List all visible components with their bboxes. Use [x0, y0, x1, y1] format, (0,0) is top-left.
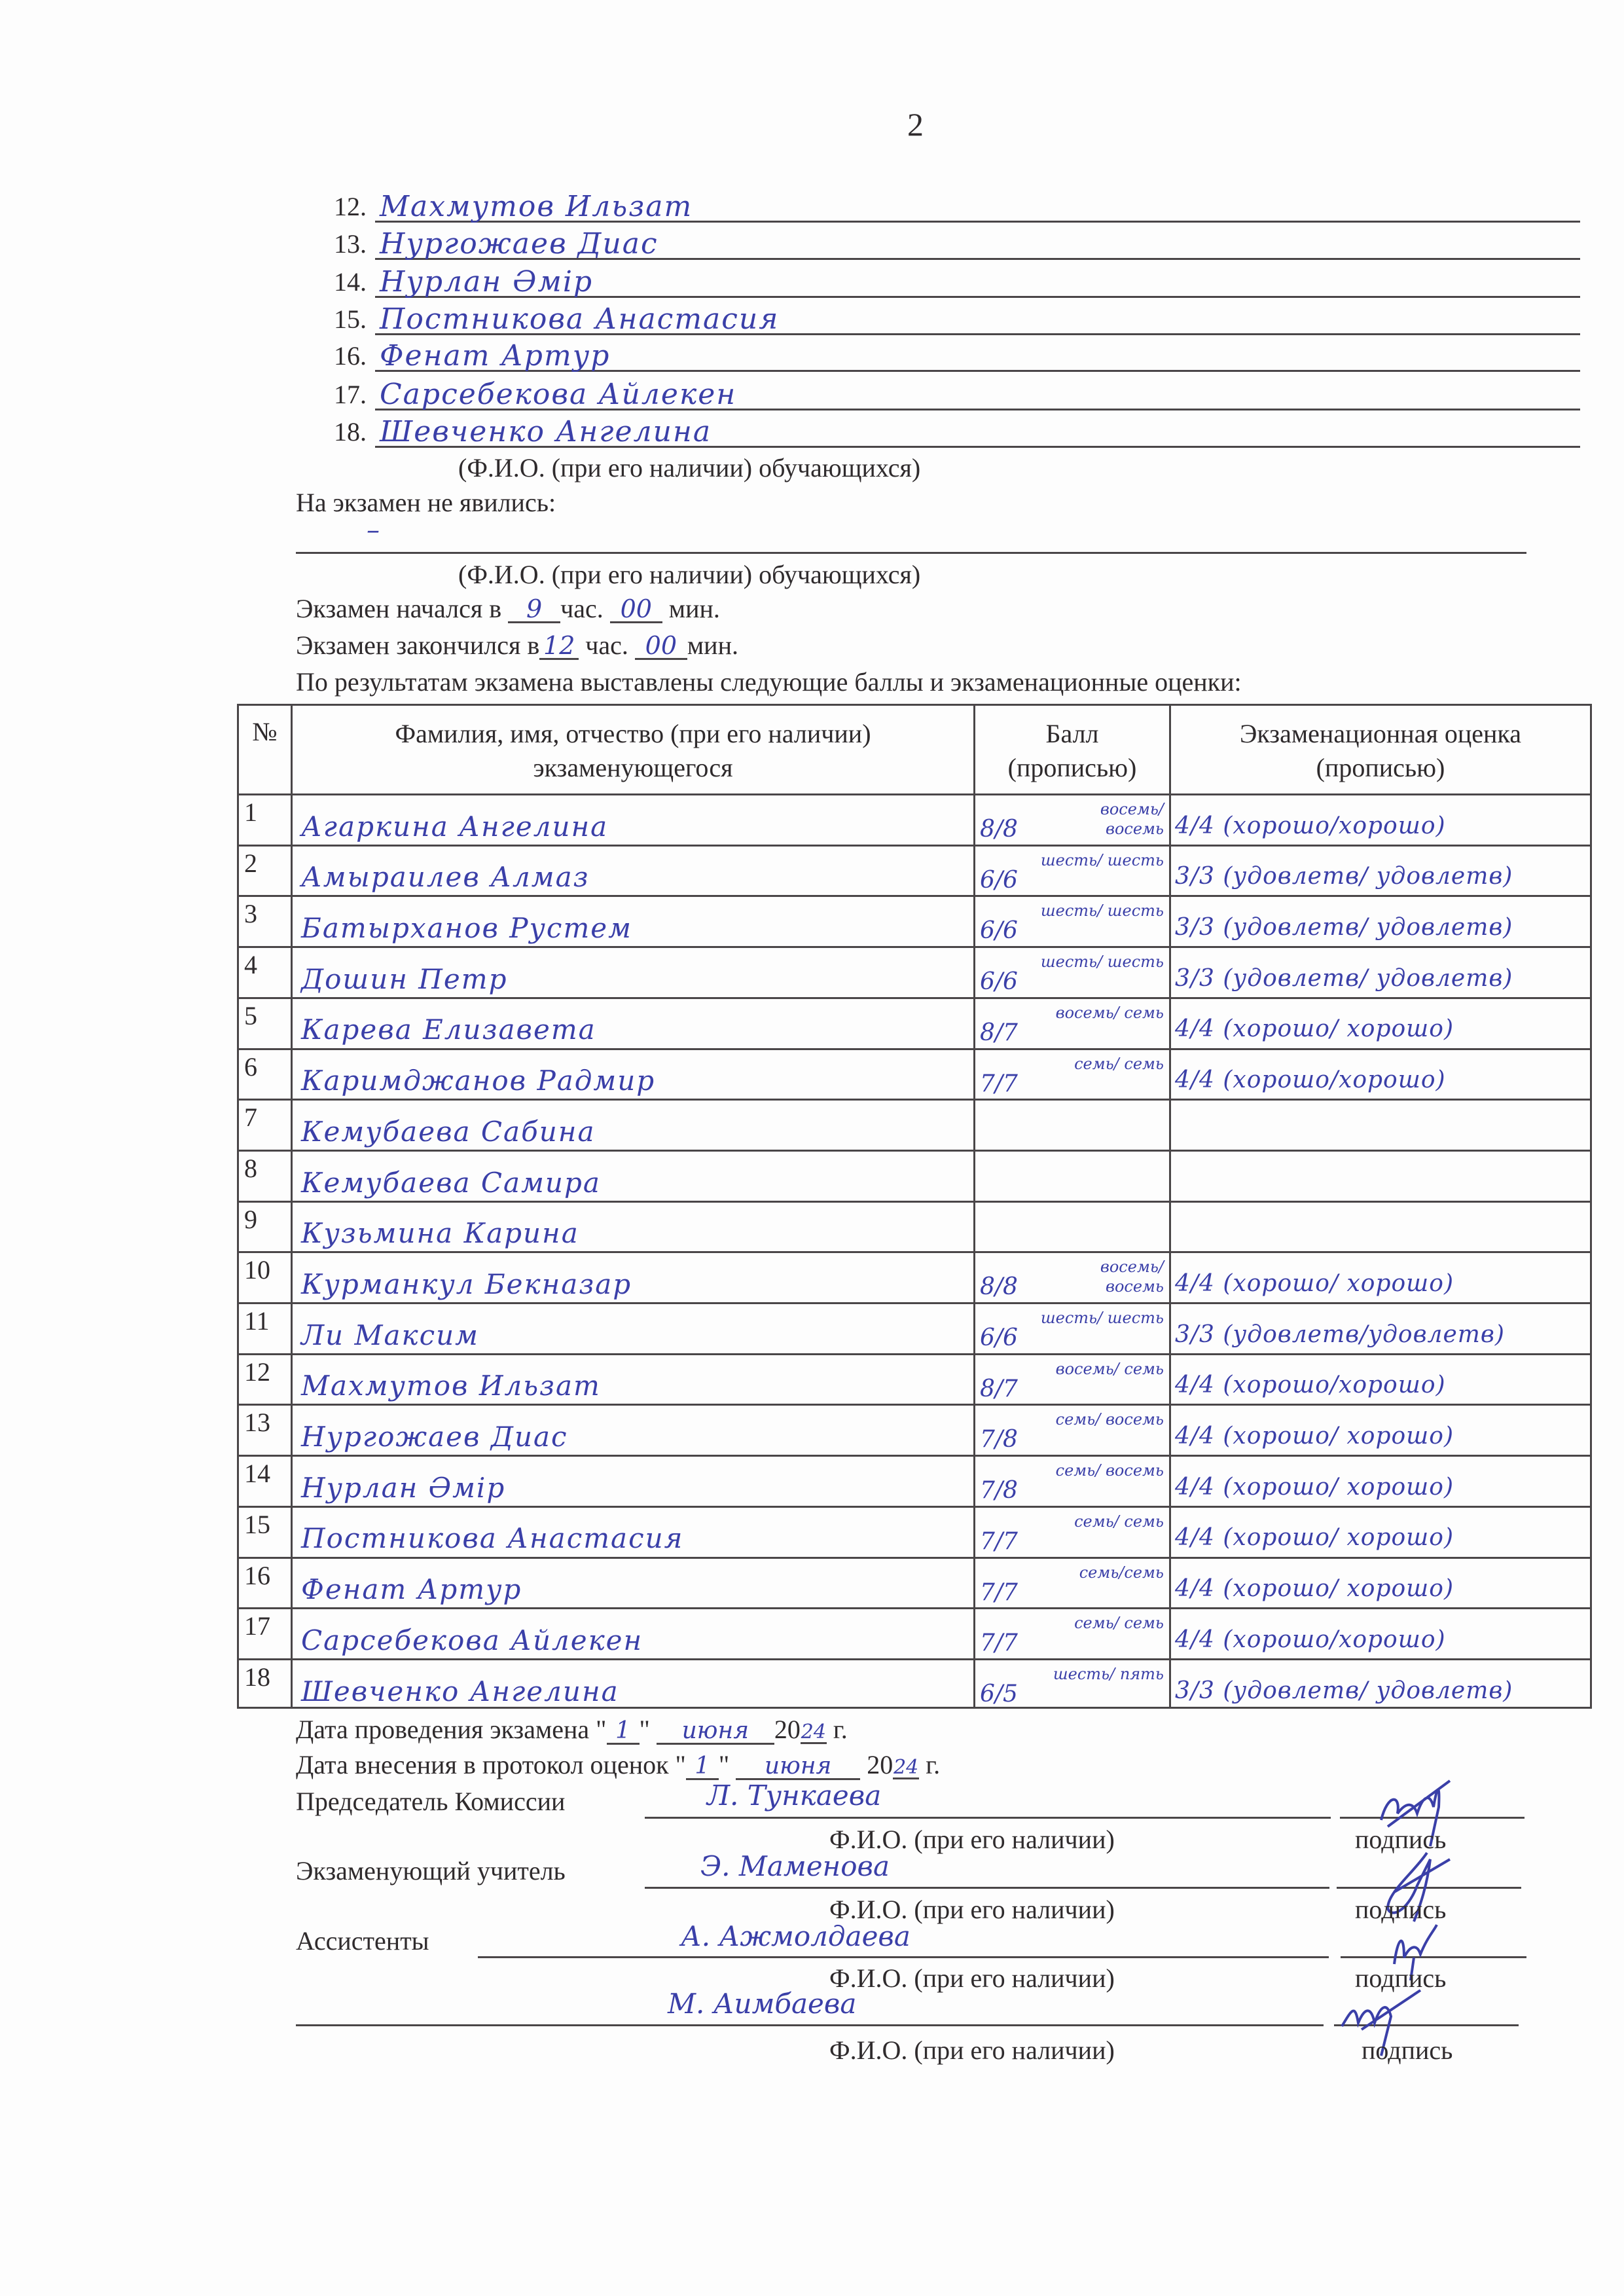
page-number: 2 — [907, 106, 924, 143]
header-name-line2: экзаменующегося — [533, 752, 733, 782]
score-number: 6/6 — [980, 968, 1018, 996]
list-item-number: 12. — [334, 192, 367, 221]
cell-grade: 3/3 (удовлетв/ удовлетв) — [1175, 863, 1513, 890]
list-item — [327, 335, 1580, 372]
teacher-label: Экзаменующий учитель — [296, 1856, 566, 1886]
score-words: шесть/ шесть — [1040, 1309, 1164, 1327]
cell-number: 6 — [244, 1051, 257, 1082]
table-row — [239, 1201, 1590, 1252]
cell-name: Ли Максим — [301, 1319, 479, 1351]
teacher-fio-caption: Ф.И.О. (при его наличии) — [829, 1895, 1115, 1924]
assistant1-fio-caption: Ф.И.О. (при его наличии) — [829, 1963, 1115, 1993]
list-item-number: 15. — [334, 304, 367, 334]
cell-score — [977, 1002, 1168, 1048]
cell-score — [977, 1510, 1168, 1556]
students-caption: (Ф.И.О. (при его наличии) обучающихся) — [458, 453, 921, 483]
cell-name: Амыраилев Алмаз — [301, 861, 590, 894]
header-grade-line2: (прописью) — [1316, 752, 1445, 782]
exam-start-minute: 00 — [610, 596, 662, 623]
header-name — [293, 706, 973, 795]
cell-name: Нургожаев Диас — [301, 1421, 568, 1453]
chairman-name-line — [645, 1817, 1331, 1819]
year-unit: г. — [833, 1715, 848, 1744]
cell-name: Сарсебекова Айлекен — [301, 1624, 643, 1656]
header-grade-line1: Экзаменационная оценка — [1239, 718, 1522, 748]
cell-name: Нурлан Әмір — [301, 1471, 506, 1504]
score-number: 6/6 — [980, 1324, 1018, 1351]
absent-caption: (Ф.И.О. (при его наличии) обучающихся) — [458, 560, 921, 589]
exam-end-label: Экзамен закончился в — [296, 630, 540, 660]
cell-score — [977, 951, 1168, 996]
assistant2-sign-caption: подпись — [1362, 2035, 1453, 2065]
header-score — [975, 706, 1169, 795]
cell-number: 9 — [244, 1204, 257, 1234]
exam-date-month: июня — [657, 1719, 774, 1745]
entry-date — [296, 1752, 940, 1780]
list-item-number: 17. — [334, 380, 367, 409]
assistant1-name-line — [478, 1956, 1329, 1958]
score-words: семь/ восемь — [1055, 1410, 1164, 1429]
table-row — [239, 1658, 1590, 1709]
entry-date-day: 1 — [686, 1755, 719, 1780]
score-number: 7/8 — [980, 1426, 1018, 1453]
year-prefix: 20 — [867, 1750, 893, 1779]
exam-end-minute: 00 — [635, 633, 687, 660]
cell-name: Карева Елизавета — [301, 1013, 596, 1046]
list-item-number: 14. — [334, 267, 367, 297]
cell-name: Каримджанов Радмир — [301, 1065, 656, 1097]
list-item-name: Фенат Артур — [380, 339, 611, 373]
cell-grade: 4/4 (хорошо/хорошо) — [1175, 1626, 1446, 1653]
cell-grade: 4/4 (хорошо/ хорошо) — [1175, 1575, 1454, 1603]
cell-number: 3 — [244, 899, 257, 929]
exam-date-day: 1 — [607, 1719, 640, 1745]
cell-score — [977, 1154, 1168, 1200]
score-number: 7/8 — [980, 1477, 1018, 1504]
header-grade — [1171, 706, 1590, 795]
cell-name: Постникова Анастасия — [301, 1522, 684, 1555]
cell-grade: 4/4 (хорошо/хорошо) — [1175, 812, 1446, 839]
score-number: 6/6 — [980, 866, 1018, 894]
cell-number: 14 — [244, 1459, 270, 1489]
score-number: 8/7 — [980, 1375, 1018, 1402]
chairman-label: Председатель Комиссии — [296, 1787, 566, 1816]
cell-score — [977, 1205, 1168, 1251]
list-item — [327, 373, 1580, 410]
cell-grade: 3/3 (удовлетв/ удовлетв) — [1175, 964, 1513, 992]
table-row — [239, 1150, 1590, 1201]
score-words: шесть/ пять — [1053, 1664, 1164, 1683]
quote: " — [639, 1715, 650, 1744]
header-name-line1: Фамилия, имя, отчество (при его наличии) — [395, 718, 871, 748]
cell-grade: 3/3 (удовлетв/удовлетв) — [1175, 1321, 1505, 1348]
score-words: шесть/ шесть — [1040, 902, 1164, 920]
cell-name: Кемубаева Сабина — [301, 1115, 596, 1148]
score-words: восемь/ восемь — [1100, 800, 1164, 838]
entry-date-label: Дата внесения в протокол оценок " — [296, 1750, 686, 1779]
cell-grade: 4/4 (хорошо/ хорошо) — [1175, 1473, 1454, 1501]
absent-underline — [296, 552, 1526, 554]
table-row — [239, 793, 1590, 845]
cell-name: Курманкул Бекназар — [301, 1267, 632, 1300]
cell-score — [977, 1612, 1168, 1658]
score-number: 7/7 — [980, 1578, 1018, 1606]
list-item-name: Сарсебекова Айлекен — [380, 378, 737, 411]
exam-end — [296, 632, 738, 660]
cell-score — [977, 1307, 1168, 1353]
exam-date — [296, 1717, 848, 1745]
assistant2-name-line — [296, 2024, 1324, 2026]
header-score-line1: Балл — [1045, 718, 1099, 748]
score-words: восемь/ восемь — [1100, 1258, 1164, 1296]
quote: " — [718, 1750, 730, 1779]
cell-score — [977, 1459, 1168, 1505]
list-item — [327, 223, 1580, 260]
year-prefix: 20 — [774, 1715, 801, 1744]
table-row — [239, 1607, 1590, 1658]
chairman-name: Л. Тункаева — [707, 1779, 882, 1812]
cell-name: Кузьмина Карина — [301, 1217, 579, 1250]
cell-name: Махмутов Ильзат — [301, 1370, 601, 1402]
cell-grade: 3/3 (удовлетв/ удовлетв) — [1175, 914, 1513, 941]
cell-number: 5 — [244, 1000, 257, 1030]
score-words: семь/ восемь — [1055, 1461, 1164, 1480]
entry-date-month: июня — [736, 1755, 860, 1780]
results-table — [237, 704, 1592, 1709]
table-row — [239, 895, 1590, 946]
cell-number: 2 — [244, 848, 257, 878]
list-item-name: Шевченко Ангелина — [380, 415, 712, 448]
score-words: семь/ семь — [1074, 1054, 1164, 1073]
cell-grade: 3/3 (удовлетв/ удовлетв) — [1175, 1677, 1513, 1704]
cell-number: 18 — [244, 1662, 270, 1692]
chairman-sign-caption: подпись — [1355, 1825, 1447, 1854]
chairman-fio-caption: Ф.И.О. (при его наличии) — [829, 1825, 1115, 1854]
header-number-label: № — [252, 717, 278, 746]
cell-score — [977, 1408, 1168, 1454]
cell-number: 8 — [244, 1153, 257, 1183]
list-item — [327, 410, 1580, 448]
cell-number: 1 — [244, 797, 257, 827]
teacher-sign-caption: подпись — [1355, 1895, 1447, 1924]
cell-name: Батырханов Рустем — [301, 912, 632, 945]
score-number: 8/7 — [980, 1019, 1018, 1046]
assistant1-name: А. Ажмолдаева — [681, 1920, 911, 1952]
assistant2-name: М. Аимбаева — [668, 1988, 857, 2020]
score-number: 6/6 — [980, 917, 1018, 945]
cell-name: Шевченко Ангелина — [301, 1675, 619, 1707]
teacher-name-line — [645, 1887, 1329, 1889]
assistant2-fio-caption: Ф.И.О. (при его наличии) — [829, 2035, 1115, 2065]
cell-number: 4 — [244, 950, 257, 980]
list-item-number: 13. — [334, 229, 367, 259]
cell-name: Кемубаева Самира — [301, 1166, 601, 1199]
header-number — [239, 706, 291, 795]
year-unit: г. — [926, 1750, 941, 1779]
cell-number: 10 — [244, 1255, 270, 1285]
minute-unit: мин. — [687, 630, 738, 660]
header-score-line2: (прописью) — [1007, 752, 1137, 782]
exam-start — [296, 596, 720, 623]
score-number: 8/8 — [980, 816, 1018, 843]
exam-date-year: 24 — [801, 1721, 826, 1743]
cell-number: 7 — [244, 1102, 257, 1133]
score-words: семь/ семь — [1074, 1614, 1164, 1633]
cell-name: Фенат Артур — [301, 1573, 522, 1606]
exam-start-hour: 9 — [508, 596, 560, 623]
list-item-name: Постникова Анастасия — [380, 302, 780, 336]
cell-grade: 4/4 (хорошо/хорошо) — [1175, 1372, 1446, 1399]
table-row — [239, 1251, 1590, 1302]
cell-grade: 4/4 (хорошо/ хорошо) — [1175, 1269, 1454, 1297]
hour-unit: час. — [560, 594, 604, 623]
entry-date-year: 24 — [893, 1756, 919, 1779]
cell-grade: 4/4 (хорошо/ хорошо) — [1175, 1423, 1454, 1450]
table-row — [239, 1506, 1590, 1557]
exam-end-hour: 12 — [539, 633, 579, 660]
assistants-label: Ассистенты — [296, 1926, 429, 1956]
cell-grade: 4/4 (хорошо/ хорошо) — [1175, 1524, 1454, 1552]
table-row — [239, 946, 1590, 997]
list-item-name: Нурлан Әмір — [380, 265, 594, 299]
table-row — [239, 1404, 1590, 1455]
cell-score — [977, 798, 1168, 844]
table-row — [239, 997, 1590, 1048]
list-item — [327, 298, 1580, 335]
cell-number: 15 — [244, 1509, 270, 1539]
cell-number: 16 — [244, 1560, 270, 1590]
cell-score — [977, 1053, 1168, 1099]
cell-score — [977, 1358, 1168, 1404]
cell-score — [977, 1663, 1168, 1709]
hour-unit: час. — [585, 630, 628, 660]
list-item-name: Нургожаев Диас — [380, 227, 659, 261]
exam-start-label: Экзамен начался в — [296, 594, 502, 623]
score-number: 7/7 — [980, 1070, 1018, 1097]
score-number: 6/5 — [980, 1680, 1018, 1707]
absent-value: – — [367, 515, 380, 545]
results-intro: По результатам экзамена выставлены следующие баллы и экзаменационные оценки: — [296, 667, 1242, 697]
score-words: семь/ семь — [1074, 1512, 1164, 1531]
cell-score — [977, 900, 1168, 945]
score-number: 7/7 — [980, 1527, 1018, 1555]
list-item — [327, 261, 1580, 298]
list-item-number: 16. — [334, 341, 367, 371]
list-item-name: Махмутов Ильзат — [380, 190, 693, 223]
score-words: шесть/ шесть — [1040, 850, 1164, 869]
minute-unit: мин. — [668, 594, 720, 623]
teacher-name: Э. Маменова — [700, 1850, 890, 1882]
cell-number: 11 — [244, 1306, 270, 1336]
assistant1-sign-caption: подпись — [1355, 1963, 1447, 1993]
cell-score — [977, 1103, 1168, 1149]
cell-grade: 4/4 (хорошо/ хорошо) — [1175, 1015, 1454, 1043]
score-number: 7/7 — [980, 1630, 1018, 1657]
list-item-number: 18. — [334, 417, 367, 446]
table-row — [239, 1455, 1590, 1506]
absent-label: На экзамен не явились: — [296, 488, 556, 517]
exam-date-label: Дата проведения экзамена " — [296, 1715, 607, 1744]
score-words: восемь/ семь — [1055, 1359, 1164, 1378]
cell-number: 12 — [244, 1357, 270, 1387]
cell-name: Агаркина Ангелина — [301, 810, 609, 843]
score-words: семь/семь — [1079, 1563, 1164, 1582]
score-words: шесть/ шесть — [1040, 953, 1164, 972]
score-words: восемь/ семь — [1055, 1003, 1164, 1022]
table-row — [239, 1099, 1590, 1150]
score-number: 8/8 — [980, 1273, 1018, 1301]
cell-score — [977, 1561, 1168, 1607]
cell-name: Дошин Петр — [301, 962, 508, 995]
table-row — [239, 1353, 1590, 1404]
cell-number: 17 — [244, 1611, 270, 1641]
table-row — [239, 1302, 1590, 1353]
table-row — [239, 845, 1590, 896]
table-row — [239, 1048, 1590, 1099]
cell-grade: 4/4 (хорошо/хорошо) — [1175, 1066, 1446, 1094]
cell-score — [977, 1256, 1168, 1302]
list-item — [327, 185, 1580, 223]
cell-number: 13 — [244, 1408, 270, 1438]
table-row — [239, 1557, 1590, 1608]
cell-score — [977, 849, 1168, 895]
